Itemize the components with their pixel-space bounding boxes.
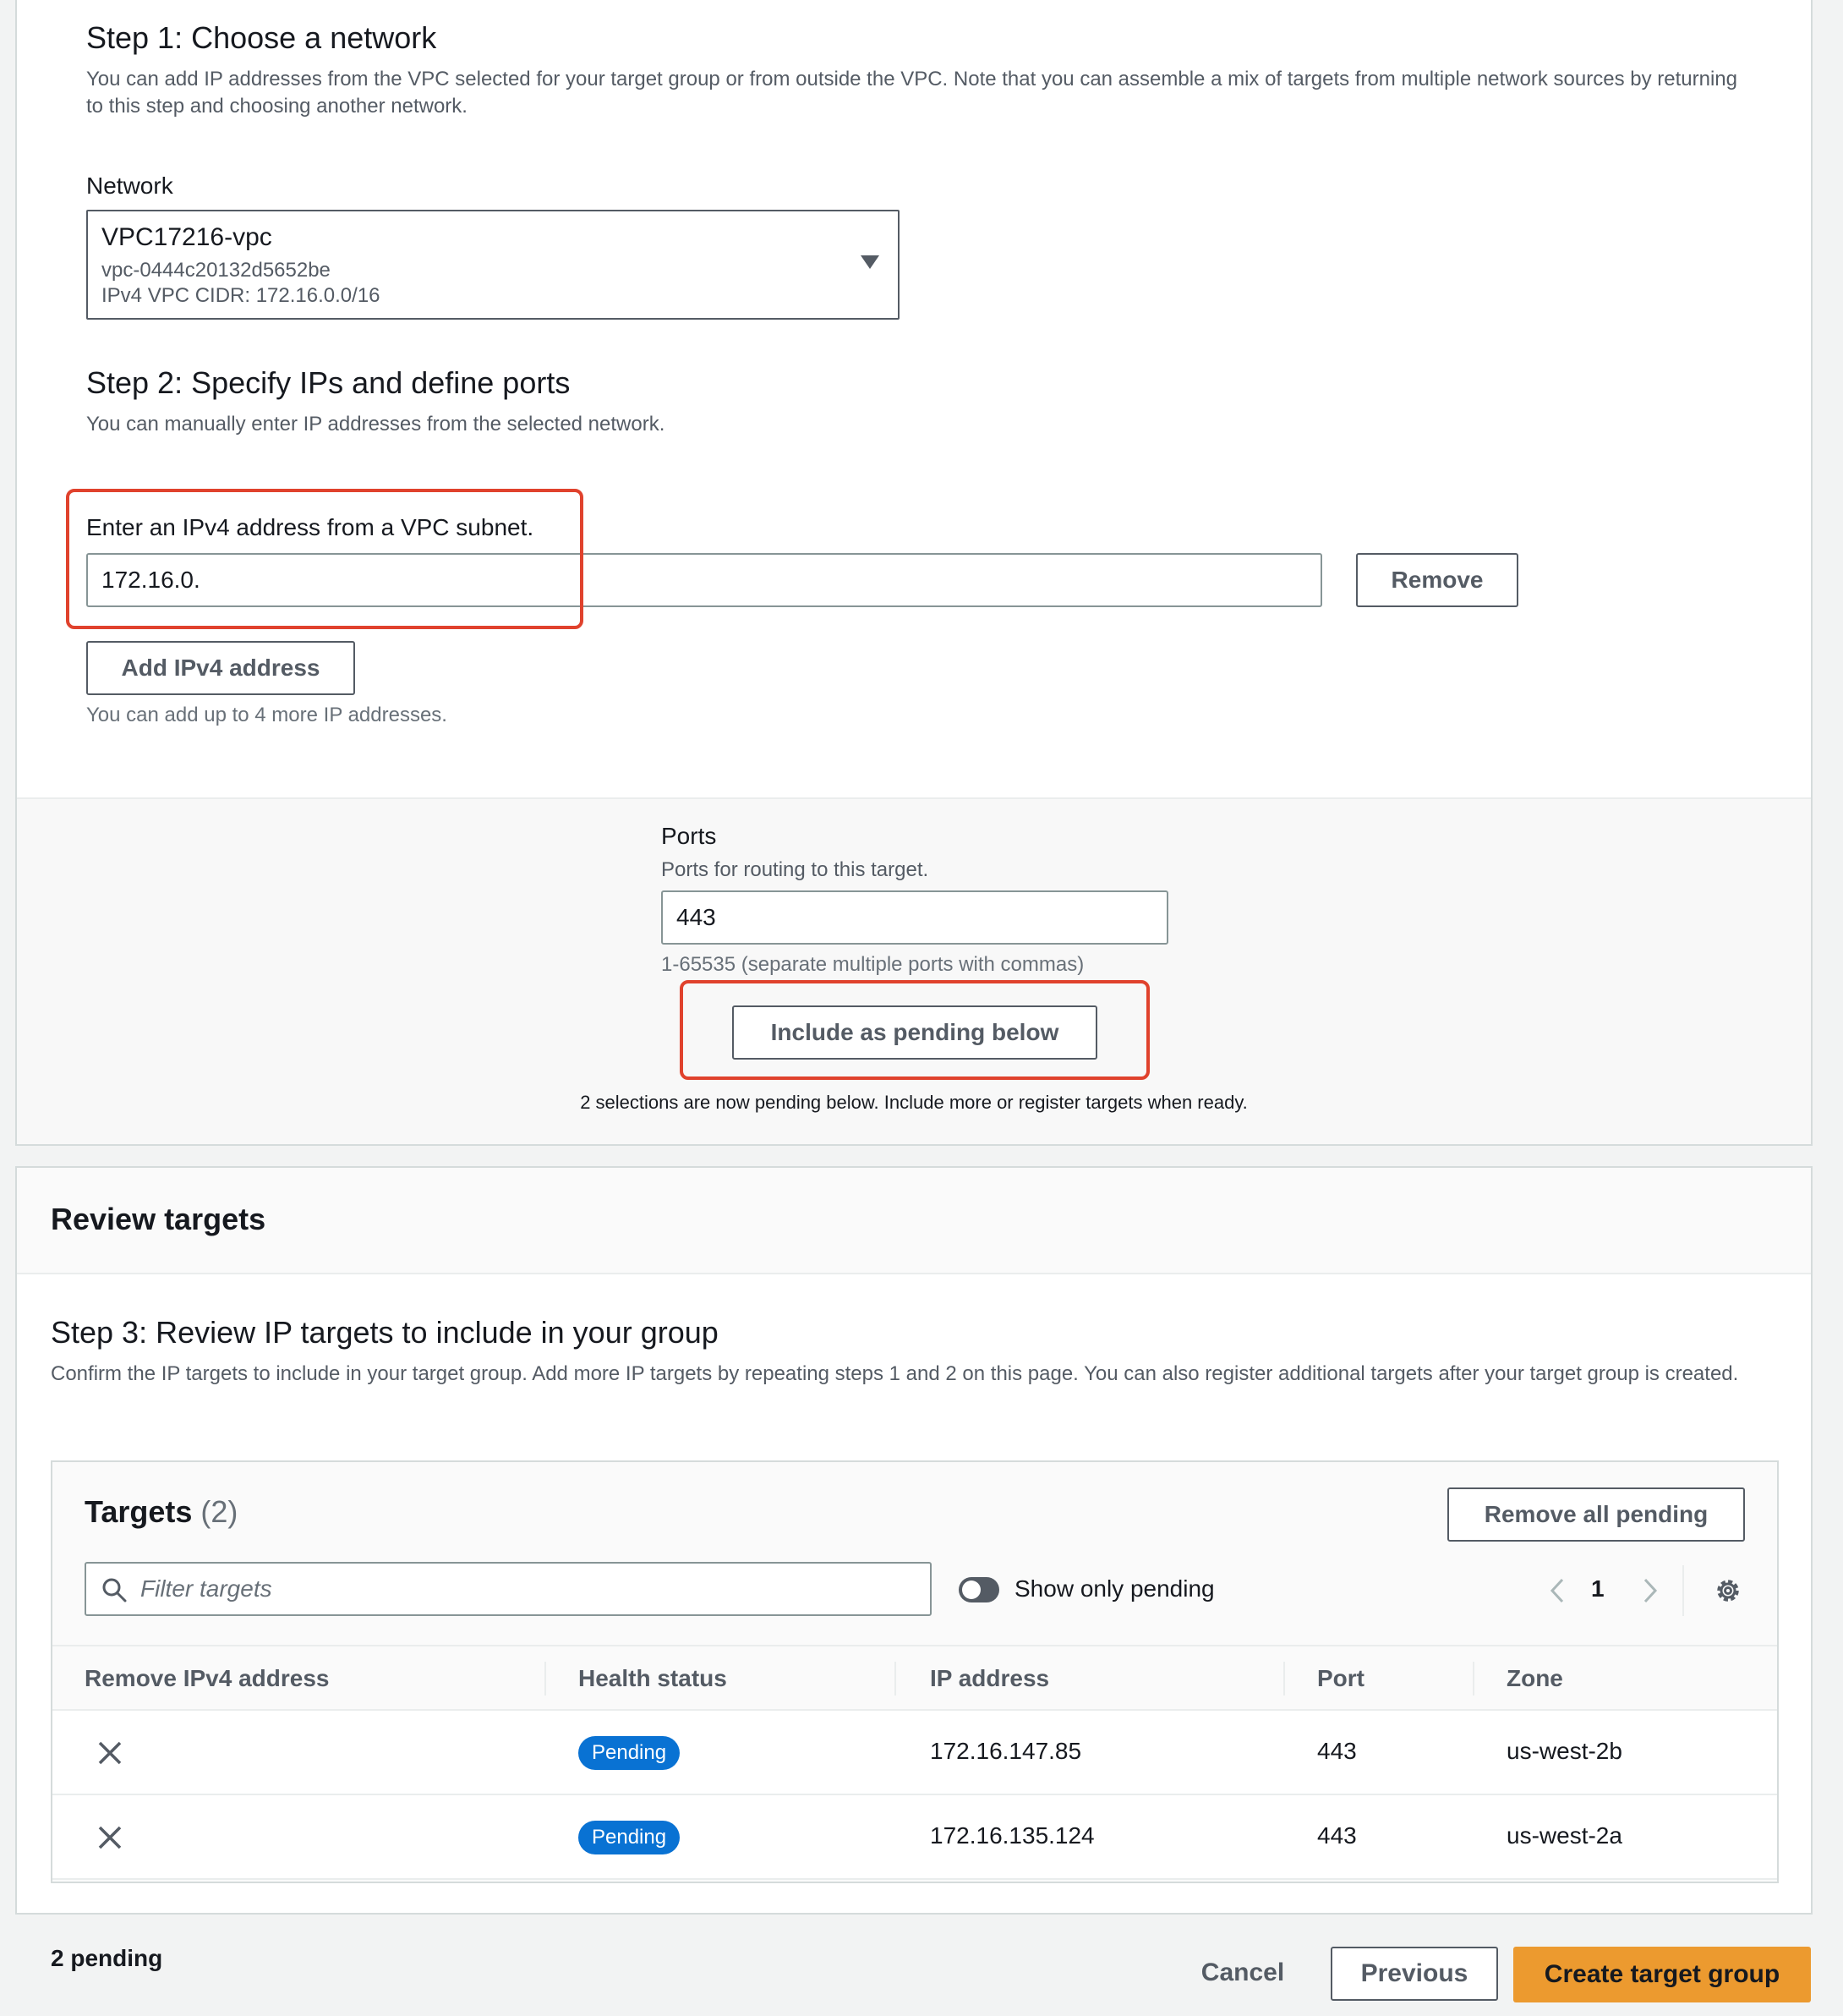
step1-title: Step 1: Choose a network [86, 20, 437, 55]
col-ip-address[interactable]: IP address [930, 1665, 1050, 1691]
step2-title: Step 2: Specify IPs and define ports [86, 365, 571, 400]
col-port[interactable]: Port [1317, 1665, 1364, 1691]
port-cell: 443 [1317, 1822, 1357, 1849]
review-targets-panel [15, 1166, 1813, 1915]
ports-section [17, 797, 1811, 1144]
add-ipv4-address-button[interactable]: Add IPv4 address [86, 641, 355, 695]
show-only-pending-label: Show only pending [1014, 1575, 1215, 1602]
targets-title [85, 1494, 238, 1530]
network-id: vpc-0444c20132d5652be [101, 259, 331, 282]
create-target-group-button[interactable]: Create target group [1513, 1947, 1811, 2002]
col-health-status[interactable]: Health status [578, 1665, 727, 1691]
remove-target-icon[interactable] [96, 1824, 123, 1851]
network-name: VPC17216-vpc [101, 223, 272, 251]
remove-ip-button[interactable]: Remove [1356, 553, 1518, 607]
network-cidr: IPv4 VPC CIDR: 172.16.0.0/16 [101, 284, 380, 307]
ip-address-input[interactable]: 172.16.0. [86, 553, 1322, 607]
ports-label: Ports [661, 823, 717, 849]
pending-count: 2 pending [51, 1945, 163, 1971]
step1-description: You can add IP addresses from the VPC selected for your target group or from outside the VPC. Note that you can assemble a mix of targets from multiple network sources by returning to this step and choosing another network. [86, 68, 1737, 118]
targets-title-text: Targets [85, 1494, 193, 1529]
remove-target-icon[interactable] [96, 1739, 123, 1767]
network-select[interactable] [86, 210, 900, 320]
targets-count: (2) [200, 1494, 238, 1529]
add-ip-hint: You can add up to 4 more IP addresses. [86, 704, 447, 726]
chevron-right-icon[interactable] [1642, 1577, 1659, 1604]
col-divider [894, 1662, 896, 1696]
network-label: Network [86, 173, 173, 199]
table-row [52, 1711, 1777, 1795]
targets-table-container [51, 1460, 1779, 1883]
ports-hint: 1-65535 (separate multiple ports with commas) [661, 953, 1085, 976]
previous-button[interactable]: Previous [1331, 1947, 1498, 2001]
status-badge: Pending [578, 1736, 680, 1770]
table-row [52, 1795, 1777, 1880]
caret-down-icon [861, 255, 879, 269]
ip-address-label: Enter an IPv4 address from a VPC subnet. [86, 514, 534, 540]
zone-cell: us-west-2a [1507, 1822, 1622, 1849]
toggle-knob [962, 1580, 981, 1599]
review-targets-title: Review targets [51, 1202, 266, 1236]
ip-address-cell: 172.16.147.85 [930, 1738, 1082, 1764]
col-divider [1473, 1662, 1474, 1696]
ip-address-cell: 172.16.135.124 [930, 1822, 1095, 1849]
chevron-left-icon[interactable] [1549, 1577, 1566, 1604]
pagination-divider [1682, 1565, 1684, 1616]
col-zone[interactable]: Zone [1507, 1665, 1563, 1691]
settings-gear-icon[interactable] [1713, 1575, 1743, 1606]
show-only-pending-toggle[interactable] [959, 1577, 999, 1602]
current-page[interactable]: 1 [1591, 1575, 1605, 1602]
status-badge: Pending [578, 1821, 680, 1854]
col-divider [544, 1662, 546, 1696]
table-header [52, 1645, 1777, 1711]
pending-status-text: 2 selections are now pending below. Include more or register targets when ready. [580, 1092, 1248, 1113]
zone-cell: us-west-2b [1507, 1738, 1622, 1764]
step3-description: Confirm the IP targets to include in your target group. Add more IP targets by repeating steps 1 and 2 on this page. You can also register additional targets after your target group is created. [51, 1362, 1739, 1385]
step2-description: You can manually enter IP addresses from the selected network. [86, 413, 665, 436]
review-targets-header [17, 1168, 1811, 1274]
cancel-button[interactable]: Cancel [1200, 1958, 1285, 1986]
col-divider [1283, 1662, 1285, 1696]
step3-title: Step 3: Review IP targets to include in your group [51, 1315, 719, 1350]
ports-description: Ports for routing to this target. [661, 858, 929, 881]
col-remove: Remove IPv4 address [85, 1665, 330, 1691]
configure-targets-panel [15, 0, 1813, 1146]
port-cell: 443 [1317, 1738, 1357, 1764]
filter-placeholder: Filter targets [140, 1575, 272, 1602]
ports-input[interactable]: 443 [661, 890, 1168, 945]
filter-targets-input[interactable] [85, 1562, 932, 1616]
include-as-pending-button[interactable]: Include as pending below [732, 1005, 1097, 1060]
remove-all-pending-button[interactable]: Remove all pending [1447, 1487, 1745, 1542]
search-icon [101, 1577, 127, 1602]
